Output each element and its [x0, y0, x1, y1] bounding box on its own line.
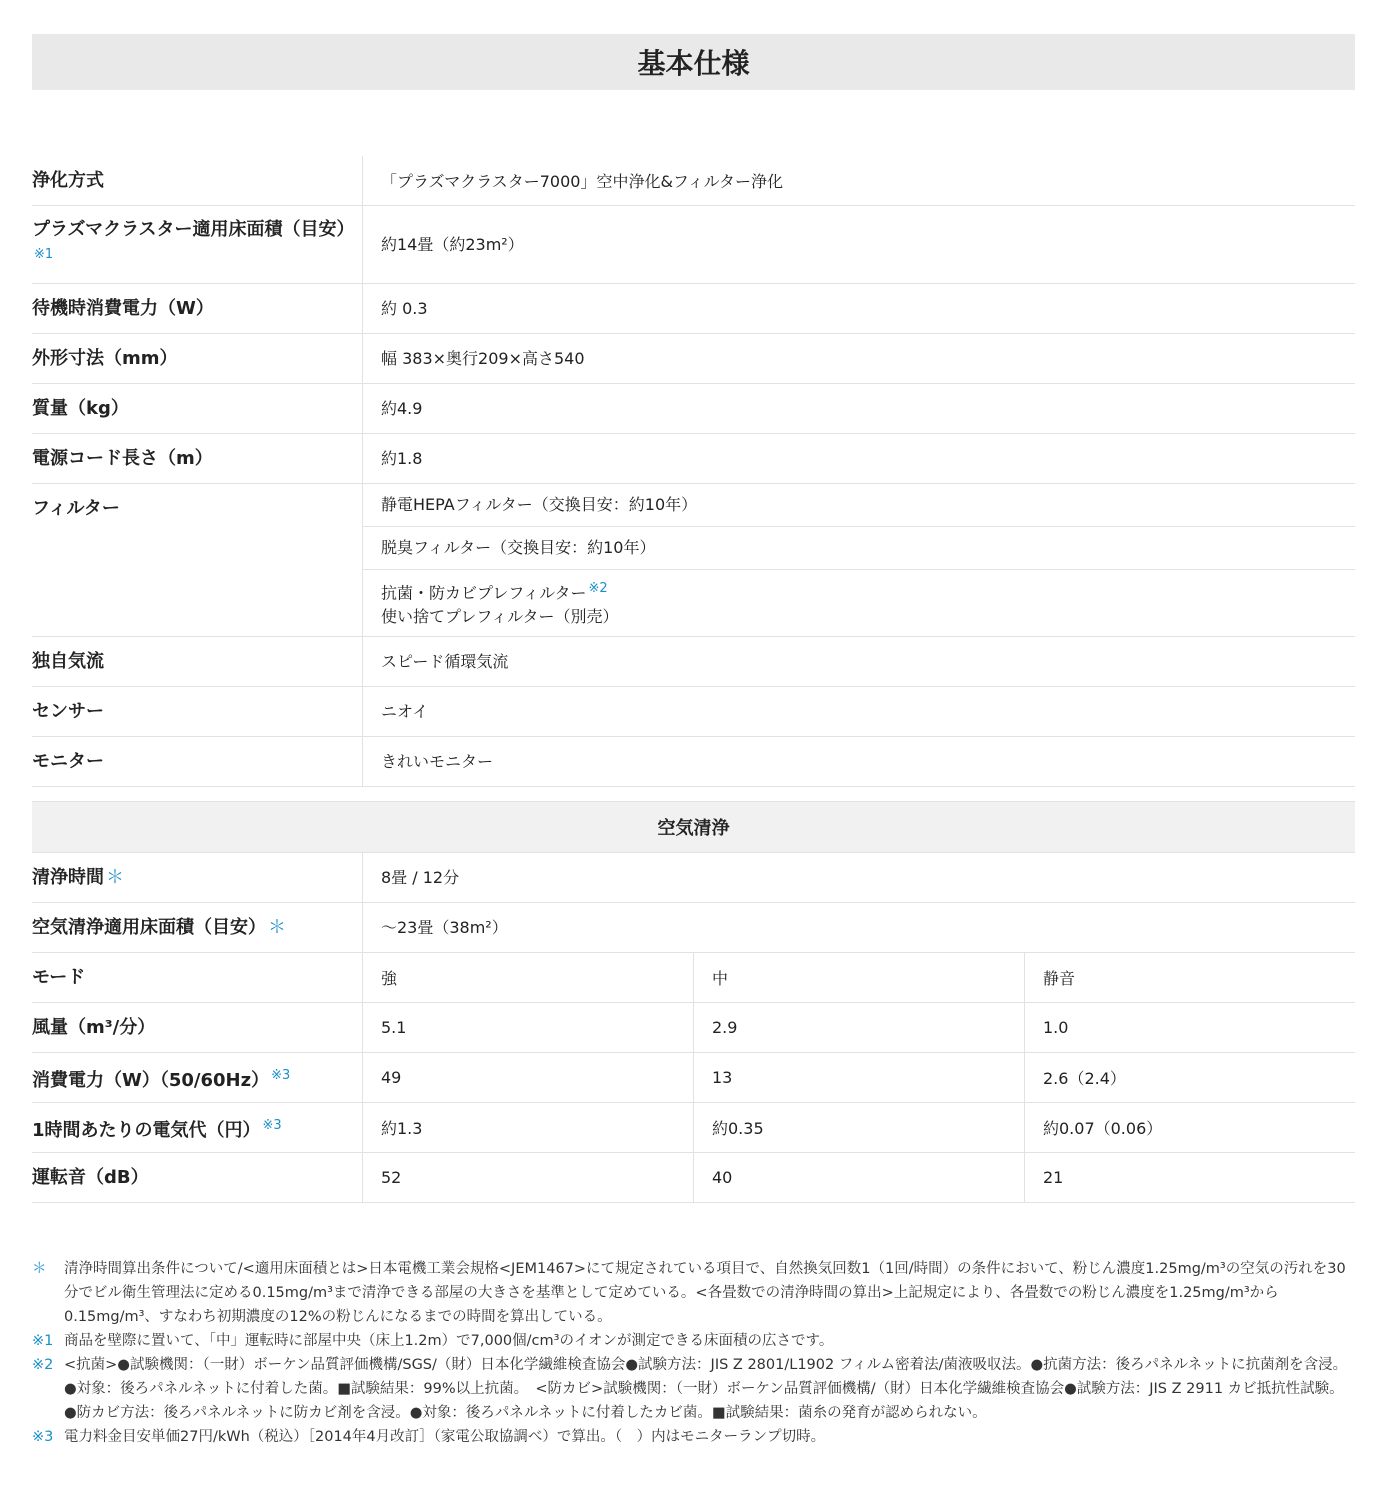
row-label [32, 206, 363, 283]
filter-list [363, 484, 1355, 636]
table-row [32, 384, 1355, 434]
table-cell: 21 [1043, 1168, 1064, 1187]
row-value: ニオイ [381, 701, 429, 721]
mode-quiet: 静音 [1043, 969, 1076, 988]
row-value: 約14畳（約23m²） [381, 234, 524, 254]
row-label: 風量（m³/分） [32, 1003, 363, 1052]
footnote [32, 1425, 1355, 1449]
row-label: 浄化方式 [32, 156, 363, 205]
table-cell: 2.9 [694, 1003, 1025, 1052]
footnote-text: 商品を壁際に置いて、「中」運転時に部屋中央（床上1.2m）で7,000個/cm³のイオンが測定できる床面積の広さです。 [64, 1333, 834, 1349]
note-mark: ※2 [588, 580, 608, 596]
table-row [32, 334, 1355, 384]
row-value: 約1.8 [381, 448, 423, 468]
row-label: モード [32, 953, 363, 1002]
footnote [32, 1329, 1355, 1353]
row-value: 8畳 / 12分 [381, 867, 460, 887]
table-row [32, 206, 1355, 284]
table-row [32, 1153, 1355, 1203]
footnotes [32, 1257, 1355, 1449]
table-cell: 52 [363, 1153, 694, 1202]
table-row [32, 484, 1355, 637]
table-row [32, 284, 1355, 334]
row-label: モニター [32, 737, 363, 786]
footnote [32, 1257, 1355, 1329]
note-mark: ※3 [262, 1117, 282, 1133]
filter-item-text: 抗菌・防カビプレフィルター [381, 583, 587, 603]
section-heading: 空気清浄 [32, 801, 1355, 853]
spec-page [32, 34, 1355, 1449]
table-row [32, 953, 1355, 1003]
footnote-mark: ※2 [32, 1357, 54, 1373]
table-row [32, 853, 1355, 903]
footnote-mark: ※1 [32, 1333, 54, 1349]
table-row [32, 1103, 1355, 1153]
table-cell: 1.0 [1043, 1018, 1069, 1037]
air-spec-table [32, 853, 1355, 1203]
filter-item-text: 使い捨てプレフィルター（別売） [381, 607, 619, 627]
filter-item: 静電HEPAフィルター（交換目安：約10年） [363, 484, 1355, 527]
mode-medium: 中 [694, 953, 1025, 1002]
table-row [32, 903, 1355, 953]
table-cell: 約1.3 [363, 1103, 694, 1152]
pc-area-label: プラズマクラスター適用床面積（目安） [32, 219, 355, 240]
table-row [32, 1053, 1355, 1103]
table-cell: 約0.07（0.06） [1043, 1119, 1163, 1138]
table-row [32, 687, 1355, 737]
row-label [32, 1103, 363, 1152]
row-label: 運転音（dB） [32, 1153, 363, 1202]
footnote [32, 1353, 1355, 1425]
table-row [32, 637, 1355, 687]
footnote-text: 電力料金目安単価27円/kWh（税込）［2014年4月改訂］（家電公取協調べ）で算出。（ ）内はモニターランプ切時。 [64, 1429, 826, 1445]
row-value: 約4.9 [381, 398, 423, 418]
note-mark: ＊ [268, 917, 286, 938]
row-label: センサー [32, 687, 363, 736]
row-label: 待機時消費電力（W） [32, 284, 363, 333]
row-value: ～23畳（38m²） [381, 917, 508, 937]
row-label: 独自気流 [32, 637, 363, 686]
mode-strong: 強 [363, 953, 694, 1002]
table-cell: 13 [694, 1053, 1025, 1102]
row-value: 幅 383×奥行209×高さ540 [381, 348, 585, 368]
clean-time-label: 清浄時間 [32, 867, 104, 888]
basic-spec-table [32, 156, 1355, 787]
row-label [32, 853, 363, 902]
power-label: 消費電力（W）（50/60Hz） [32, 1069, 270, 1091]
row-label: 外形寸法（mm） [32, 334, 363, 383]
row-value: きれいモニター [381, 751, 494, 771]
table-cell: 2.6（2.4） [1043, 1069, 1126, 1088]
footnote-mark: ＊ [32, 1261, 47, 1277]
row-value: 「プラズマクラスター7000」空中浄化&フィルター浄化 [381, 172, 783, 191]
table-row [32, 156, 1355, 206]
row-label: フィルター [32, 484, 363, 636]
row-value: スピード循環気流 [381, 651, 509, 671]
table-cell: 約0.35 [694, 1103, 1025, 1152]
filter-item: 脱臭フィルター（交換目安：約10年） [363, 527, 1355, 570]
table-cell: 5.1 [363, 1003, 694, 1052]
table-row [32, 737, 1355, 787]
filter-item [363, 570, 1355, 636]
note-mark: ※3 [271, 1067, 291, 1083]
row-label [32, 903, 363, 952]
table-cell: 40 [694, 1153, 1025, 1202]
footnote-mark: ※3 [32, 1429, 54, 1445]
footnote-text: <抗菌>●試験機関：（一財）ボーケン品質評価機構/SGS/（財）日本化学繊維検査協会●試験方法：JIS Z 2801/L1902 フィルム密着法/菌液吸収法。●抗菌方法：後ろパネルネットに抗菌剤を含浸。●対象：後ろパネルネットに付着した菌。■試験結果：99%以上抗菌。 <防カビ>試験機関：（一財）ボーケン品質評価機構/（財）日本化学繊維検査協会●試験方法：JIS Z 2911 カビ抵抗性試験。●防カビ方法：後ろパネルネットに防カビ剤を含浸。●対象：後ろパネルネットに付着したカビ菌。■試験結果：菌糸の発育が認められない。 [64, 1357, 1348, 1421]
row-value: 約 0.3 [381, 298, 428, 318]
area-label: 空気清浄適用床面積（目安） [32, 917, 266, 938]
note-mark: ※1 [34, 247, 54, 262]
row-label: 電源コード長さ（m） [32, 434, 363, 483]
row-label [32, 1053, 363, 1102]
note-mark: ＊ [106, 867, 124, 888]
table-row [32, 1003, 1355, 1053]
table-row [32, 434, 1355, 484]
row-label: 質量（kg） [32, 384, 363, 433]
footnote-text: 清浄時間算出条件について/<適用床面積とは>日本電機工業会規格<JEM1467>にて規定されている項目で、自然換気回数1（1回/時間）の条件において、粉じん濃度1.25mg/m³の空気の汚れを30分でビル衛生管理法に定める0.15mg/m³まで清浄できる部屋の大きさを基準として定めている。<各畳数での清浄時間の算出>上記規定により、各畳数での粉じん濃度を1.25mg/m³から0.15mg/m³、すなわち初期濃度の12%の粉じんになるまでの時間を算出している。 [64, 1261, 1346, 1325]
cost-label: 1時間あたりの電気代（円） [32, 1119, 261, 1141]
table-cell: 49 [363, 1053, 694, 1102]
page-title: 基本仕様 [32, 34, 1355, 90]
